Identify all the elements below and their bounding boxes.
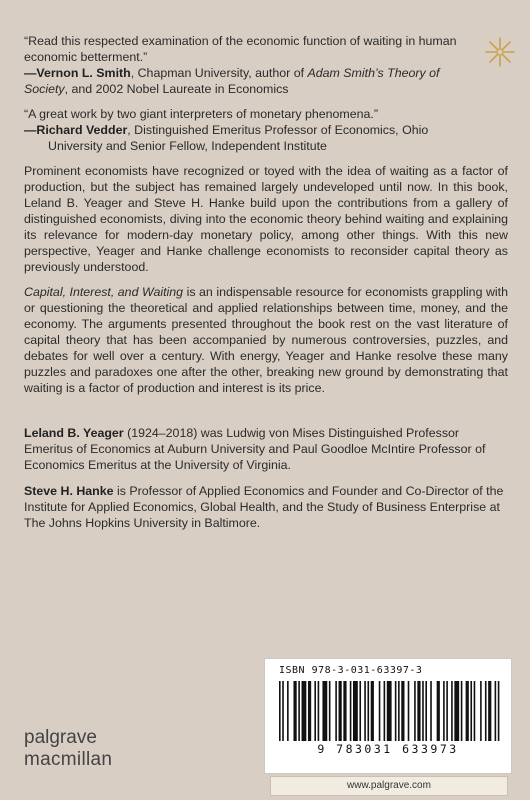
barcode-bar bbox=[359, 681, 361, 741]
barcode-bar bbox=[488, 681, 491, 741]
barcode-bar bbox=[474, 681, 476, 741]
barcode-bar bbox=[350, 681, 352, 741]
barcode-bar bbox=[498, 681, 500, 741]
barcode-bar bbox=[329, 681, 331, 741]
barcode-bar bbox=[335, 681, 337, 741]
book-description bbox=[24, 163, 508, 405]
endorsement-vedder bbox=[24, 106, 464, 154]
quote-attribution: —Vernon L. Smith, Chapman University, author of Adam Smith’s Theory of Society, and 2002 Nobel Laureate in Economics bbox=[24, 66, 440, 96]
barcode-bar bbox=[353, 681, 358, 741]
barcode-bar bbox=[322, 681, 327, 741]
barcode-bar bbox=[314, 681, 316, 741]
barcode-bar bbox=[430, 681, 432, 741]
publisher-website[interactable]: www.palgrave.com bbox=[270, 776, 508, 796]
barcode-bar bbox=[417, 681, 420, 741]
quote-author: —Vernon L. Smith bbox=[24, 66, 131, 80]
barcode-bar bbox=[384, 681, 386, 741]
barcode-bar bbox=[485, 681, 487, 741]
barcode-bar bbox=[379, 681, 381, 741]
barcode-bar bbox=[461, 681, 463, 741]
barcode-bar bbox=[495, 681, 497, 741]
author-name: Steve H. Hanke bbox=[24, 484, 114, 498]
author-name: Leland B. Yeager bbox=[24, 426, 124, 440]
book-title: Adam Smith’s Theory of Society bbox=[24, 66, 440, 96]
book-title: Capital, Interest, and Waiting bbox=[24, 285, 184, 299]
barcode-bar bbox=[364, 681, 366, 741]
description-paragraph: Prominent economists have recognized or toyed with the idea of waiting as a factor of production, but the subject has remained largely undeveloped until now. In this book, Leland B. Yeager and Steve H. Hanke build upon the contributions from a gallery of distinguished economists, diving into the economic theory behind waiting and explaining its relevance for modern-day monetary policy, among other things. With this new perspective, Yeager and Hanke challenge economists to reconsider capital theory as previously understood. bbox=[24, 164, 508, 274]
quote-text: “A great work by two giant interpreters of monetary phenomena.” bbox=[24, 107, 378, 121]
barcode-digits: 9 783031 633973 bbox=[317, 742, 459, 756]
isbn-label: ISBN 978-3-031-63397-3 bbox=[279, 665, 423, 676]
author-bio-yeager: Leland B. Yeager (1924–2018) was Ludwig von Mises Distinguished Professor Emeritus of Economics at Auburn University and Paul Goodloe McIntire Professor of Economics Emeritus at the University of Virginia. bbox=[24, 426, 486, 472]
publisher-name-line1: palgrave bbox=[24, 727, 97, 748]
barcode-bar bbox=[298, 681, 300, 741]
starburst-logo-icon bbox=[480, 32, 520, 72]
barcode-bar bbox=[422, 681, 424, 741]
barcode-bar bbox=[470, 681, 472, 741]
barcode-bar bbox=[318, 681, 320, 741]
description-paragraph: Capital, Interest, and Waiting is an indispensable resource for economists grappling with or questioning the theoretical and applied relationships between time, money, and the economy. The arguments presented throughout the book rest on the vast literature of capital theory that has been accompanied by numerous controversies, puzzles, and debates for well over a century. With energy, Yeager and Hanke resolve these many puzzles and paradoxes one after the other, breaking new ground by demonstrating that waiting is a factor of production and interest is its price. bbox=[24, 285, 508, 395]
barcode-bar bbox=[371, 681, 374, 741]
barcode-bar bbox=[367, 681, 369, 741]
barcode-bar bbox=[414, 681, 416, 741]
endorsement-smith bbox=[24, 33, 464, 97]
endorsements bbox=[24, 33, 464, 163]
quote-author: —Richard Vedder bbox=[24, 123, 128, 137]
barcode-bar bbox=[395, 681, 397, 741]
barcode-bar bbox=[343, 681, 346, 741]
barcode-bar bbox=[287, 681, 289, 741]
barcode-bar bbox=[451, 681, 453, 741]
barcode-bar bbox=[339, 681, 342, 741]
barcode-bar bbox=[437, 681, 440, 741]
publisher-name-line2: macmillan bbox=[24, 749, 113, 770]
barcode-bar bbox=[446, 681, 448, 741]
barcode-graphic bbox=[279, 681, 501, 741]
barcode-bar bbox=[387, 681, 392, 741]
barcode-bar bbox=[401, 681, 404, 741]
barcode-bar bbox=[466, 681, 469, 741]
author-bio-hanke: Steve H. Hanke is Professor of Applied Economics and Founder and Co-Director of the Institute for Applied Economics, Global Health, and the Study of Business Enterprise at The Johns Hopkins University in Baltimore. bbox=[24, 484, 504, 530]
barcode-bar bbox=[282, 681, 284, 741]
barcode-bar bbox=[398, 681, 400, 741]
barcode-bar bbox=[293, 681, 296, 741]
quote-text: “Read this respected examination of the economic function of waiting in human economic betterment.” bbox=[24, 34, 457, 64]
publisher-logo bbox=[24, 727, 112, 771]
quote-attribution: —Richard Vedder, Distinguished Emeritus Professor of Economics, Ohio University and Senior Fellow, Independent Institute bbox=[24, 123, 429, 153]
barcode-bar bbox=[408, 681, 410, 741]
barcode-bar bbox=[480, 681, 482, 741]
barcode-panel bbox=[264, 658, 512, 774]
barcode-bar bbox=[308, 681, 311, 741]
barcode-bar bbox=[302, 681, 307, 741]
barcode-bar bbox=[443, 681, 445, 741]
barcode-bar bbox=[454, 681, 459, 741]
author-bios bbox=[24, 425, 508, 541]
barcode-bar bbox=[279, 681, 281, 741]
barcode-bar bbox=[425, 681, 427, 741]
